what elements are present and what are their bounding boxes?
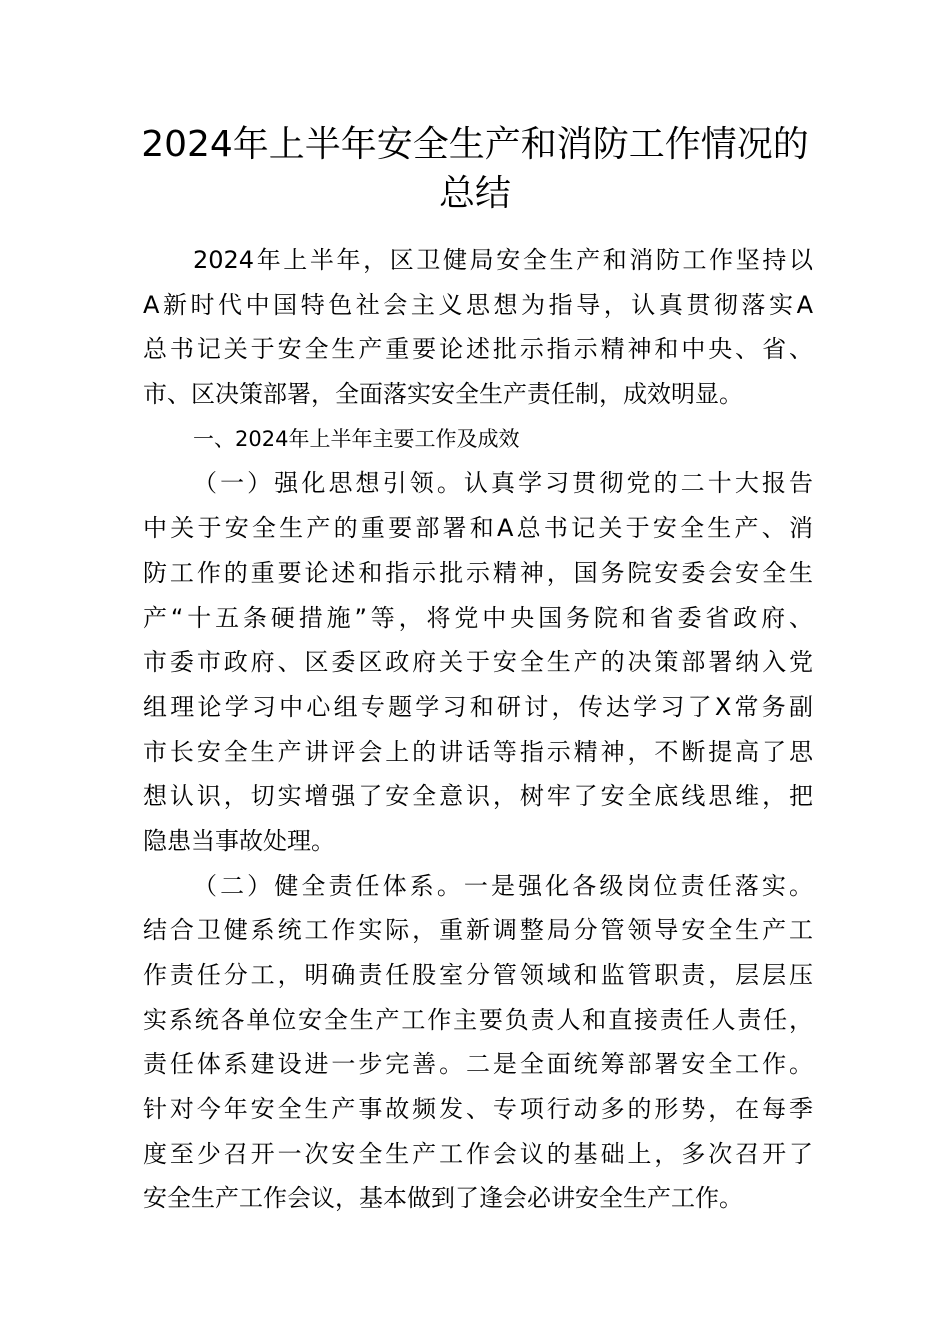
paragraph-line: 作责任分工，明确责任股室分管领域和监管职责，层层压	[143, 961, 813, 989]
paragraph-line: 想认识，切实增强了安全意识，树牢了安全底线思维，把	[143, 782, 813, 811]
paragraph-line: 针对今年安全生产事故频发、专项行动多的形势，在每季	[143, 1095, 813, 1124]
paragraph-line: 结合卫健系统工作实际，重新调整局分管领导安全生产工	[143, 916, 813, 945]
paragraph-line: 市长安全生产讲评会上的讲话等指示精神，不断提高了思	[143, 737, 813, 766]
paragraph-line: 市、区决策部署，全面落实安全生产责任制，成效明显。	[143, 380, 743, 409]
paragraph-line: A新时代中国特色社会主义思想为指导，认真贯彻落实A	[143, 290, 813, 319]
paragraph-line: （一）强化思想引领。认真学习贯彻党的二十大报告	[193, 469, 813, 498]
paragraph-line: 市委市政府、区委区政府关于安全生产的决策部署纳入党	[143, 648, 813, 677]
section-heading: 一、2024年上半年主要工作及成效	[193, 426, 520, 451]
document-title-line-2: 总结	[438, 173, 511, 214]
document-body	[143, 238, 813, 1221]
paragraph-line: 产“十五条硬措施”等，将党中央国务院和省委省政府、	[143, 603, 813, 632]
paragraph-line: 度至少召开一次安全生产工作会议的基础上，多次召开了	[143, 1139, 813, 1168]
paragraph-line: 安全生产工作会议，基本做到了逢会必讲安全生产工作。	[143, 1184, 743, 1213]
paragraph-line: （二）健全责任体系。一是强化各级岗位责任落实。	[193, 871, 813, 900]
paragraph-line: 2024年上半年，区卫健局安全生产和消防工作坚持以	[193, 246, 813, 274]
paragraph-line: 组理论学习中心组专题学习和研讨，传达学习了X常务副	[143, 692, 813, 721]
paragraph-line: 中关于安全生产的重要部署和A总书记关于安全生产、消	[143, 514, 813, 543]
paragraph-line: 总书记关于安全生产重要论述批示指示精神和中央、省、	[143, 335, 813, 364]
paragraph-line: 隐患当事故处理。	[143, 826, 335, 855]
paragraph-line: 实系统各单位安全生产工作主要负责人和直接责任人责任，	[143, 1005, 813, 1034]
paragraph-line: 责任体系建设进一步完善。二是全面统筹部署安全工作。	[143, 1050, 813, 1079]
document-title-line-1: 2024年上半年安全生产和消防工作情况的	[141, 124, 809, 165]
paragraph-line: 防工作的重要论述和指示批示精神，国务院安委会安全生	[143, 558, 813, 587]
